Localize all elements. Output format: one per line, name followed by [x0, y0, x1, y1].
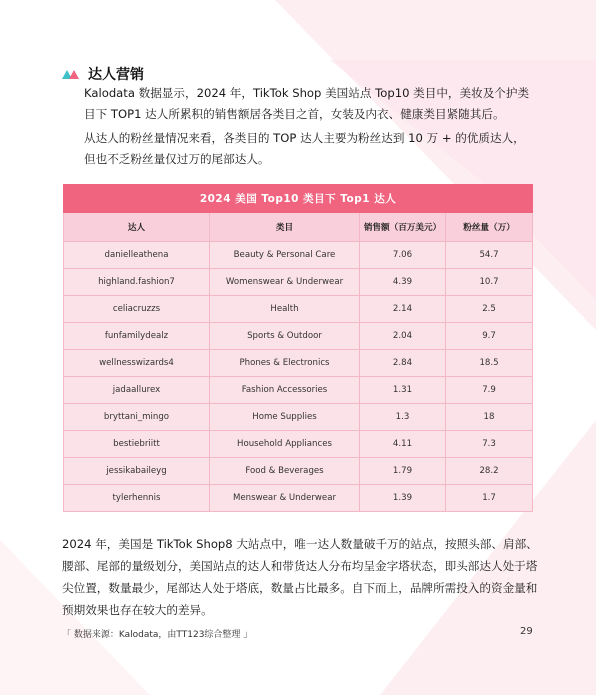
cell-category: Sports & Outdoor [210, 323, 360, 350]
cell-sales: 1.31 [360, 377, 446, 404]
section-heading [62, 64, 144, 84]
table-row [64, 431, 533, 458]
cell-category: Household Appliances [210, 431, 360, 458]
cell-sales: 2.84 [360, 350, 446, 377]
table-row [64, 350, 533, 377]
cell-influencer: bestiebriitt [64, 431, 210, 458]
cell-followers: 2.5 [446, 296, 533, 323]
header-followers: 粉丝量（万） [446, 213, 533, 242]
cell-sales: 4.39 [360, 269, 446, 296]
cell-influencer: jadaallurex [64, 377, 210, 404]
triangles-icon [62, 68, 80, 80]
cell-sales: 1.3 [360, 404, 446, 431]
table-row [64, 377, 533, 404]
cell-category: Beauty & Personal Care [210, 242, 360, 269]
table-row [64, 323, 533, 350]
cell-category: Food & Beverages [210, 458, 360, 485]
cell-followers: 54.7 [446, 242, 533, 269]
cell-influencer: wellnesswizards4 [64, 350, 210, 377]
header-sales: 销售额（百万美元） [360, 213, 446, 242]
table-row [64, 458, 533, 485]
cell-category: Phones & Electronics [210, 350, 360, 377]
cell-followers: 1.7 [446, 485, 533, 512]
cell-category: Home Supplies [210, 404, 360, 431]
cell-sales: 7.06 [360, 242, 446, 269]
cell-followers: 18.5 [446, 350, 533, 377]
paragraph-fans: 从达人的粉丝量情况来看，各类目的 TOP 达人主要为粉丝达到 10 万 + 的优质达人，但也不乏粉丝量仅过万的尾部达人。 [84, 131, 525, 166]
cell-sales: 2.04 [360, 323, 446, 350]
data-source-note: 「 数据来源：Kalodata，由TT123综合整理 」 [62, 630, 253, 640]
cell-sales: 2.14 [360, 296, 446, 323]
cell-category: Menswear & Underwear [210, 485, 360, 512]
cell-followers: 28.2 [446, 458, 533, 485]
paragraph-intro: Kalodata 数据显示，2024 年，TikTok Shop 美国站点 Top10 类目中，美妆及个护类目下 TOP1 达人所累积的销售额居各类目之首，女装及内衣、健康类目紧随其后。 [84, 86, 530, 121]
cell-followers: 9.7 [446, 323, 533, 350]
cell-followers: 7.9 [446, 377, 533, 404]
cell-influencer: celiacruzzs [64, 296, 210, 323]
cell-influencer: bryttani_mingo [64, 404, 210, 431]
header-category: 类目 [210, 213, 360, 242]
table-row [64, 485, 533, 512]
table-row [64, 269, 533, 296]
cell-followers: 10.7 [446, 269, 533, 296]
cell-influencer: funfamilydealz [64, 323, 210, 350]
section-title: 达人营销 [88, 67, 144, 83]
header-influencer: 达人 [64, 213, 210, 242]
cell-influencer: highland.fashion7 [64, 269, 210, 296]
table-header-row [64, 213, 533, 242]
table-title: 2024 美国 Top10 类目下 Top1 达人 [64, 185, 533, 213]
cell-category: Health [210, 296, 360, 323]
cell-sales: 4.11 [360, 431, 446, 458]
cell-category: Womenswear & Underwear [210, 269, 360, 296]
cell-influencer: jessikabaileyg [64, 458, 210, 485]
top-influencer-table [63, 184, 532, 512]
cell-influencer: tylerhennis [64, 485, 210, 512]
cell-category: Fashion Accessories [210, 377, 360, 404]
cell-sales: 1.39 [360, 485, 446, 512]
table-row [64, 242, 533, 269]
cell-followers: 7.3 [446, 431, 533, 458]
page-number: 29 [520, 626, 533, 637]
paragraph-pyramid: 2024 年，美国是 TikTok Shop8 大站点中，唯一达人数量破千万的站点，按照头部、肩部、腰部、尾部的量级划分，美国站点的达人和带货达人分布均呈金字塔状态，即头部达人处于塔尖位置，数量最少，尾部达人处于塔底，数量占比最多。自下而上，品牌所需投入的资金量和预期效果也存在较大的差异。 [62, 537, 538, 617]
cell-followers: 18 [446, 404, 533, 431]
table-row [64, 404, 533, 431]
cell-influencer: danielleathena [64, 242, 210, 269]
cell-sales: 1.79 [360, 458, 446, 485]
table-row [64, 296, 533, 323]
